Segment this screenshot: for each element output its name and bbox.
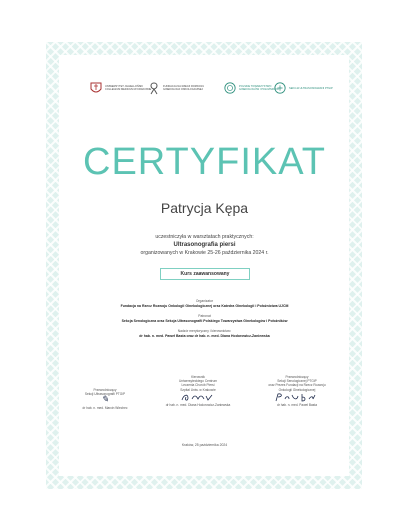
- signature-role-line: oraz Prezes Fundacji na Rzecz Rozwoju: [268, 383, 326, 388]
- ptgip-logo-text: POLSKIE TOWARZYSTWO GINEKOLOGÓW I POŁOŻNIKÓW: [239, 85, 279, 91]
- participation-line: uczestniczyła w warsztatach praktycznych:: [155, 234, 254, 240]
- foundation-logo: [148, 77, 211, 99]
- workshop-name: Ultrasonografia piersi: [173, 242, 236, 248]
- supervision-label: Nadzór merytoryczny i kierownictwo:: [177, 329, 232, 333]
- signature-role-line: Szpital Uniw. w Krakowie: [180, 387, 216, 392]
- participation-statement: [0, 233, 409, 257]
- patron-value: Sekcja Senologiczna oraz Sekcja Ultrasonografii Polskiego Towarzystwa Ginekologów i Położników: [121, 318, 288, 323]
- certificate-body: [59, 55, 349, 476]
- usg-section-logo-text: SEKCJA ULTRASONOGRAFII PTGIP: [289, 86, 333, 90]
- signature-role-line: Leczenia Chorób Piersi: [181, 383, 215, 388]
- participation-location: organizowanych w Krakowie 25-26 października 2024 r.: [140, 250, 269, 256]
- handwritten-signature: ✎: [101, 395, 109, 406]
- organizer-value: Fundacja na Rzecz Rozwoju Onkologii Ginekologicznej oraz Katedra Ginekologii i Położnictwa UJCM: [120, 303, 289, 308]
- signature-block-center-head: [150, 375, 246, 407]
- signatory-name: dr hab. n. med. Paweł Basta: [276, 403, 318, 408]
- place-and-date: Kraków, 25 października 2024: [181, 443, 228, 447]
- signature-role-line: Sekcji Ultrasonografii PTGiP: [84, 392, 126, 397]
- supervision-value: dr hab. n. med. Paweł Basta oraz dr hab. n. med. Diana Hodorowicz-Zaniewska: [139, 333, 270, 338]
- supervision-section: [0, 329, 409, 338]
- signature-role-line: Kierownik: [191, 375, 205, 379]
- signatory-name: dr hab. n. med. Marcin Wiechec: [82, 406, 128, 411]
- signature-role-line: Sekcji Senologicznej PTGiP: [277, 379, 317, 384]
- signature-role-line: Przewodniczący: [93, 388, 117, 392]
- organizer-label: Organizator: [195, 299, 214, 303]
- signature-role-line: Onkologii Ginekologicznej: [278, 387, 316, 392]
- organizer-section: [0, 299, 409, 308]
- university-crest-icon: [90, 81, 102, 95]
- handwritten-signature: [273, 392, 321, 402]
- patron-label: Patronat: [198, 314, 211, 318]
- handwritten-signature: [178, 392, 218, 402]
- signatory-name: dr hab. n. med. Diana Hodorowicz-Zaniewska: [165, 403, 231, 408]
- society-seal-icon: [274, 81, 286, 95]
- signature-role-line: Uniwersyteckiego Centrum: [178, 379, 218, 384]
- course-level-badge: Kurs zaawansowany: [160, 268, 250, 280]
- certificate-title: CERTYFIKAT: [83, 141, 326, 183]
- signature-block-chair-usg: [70, 388, 140, 411]
- patron-section: [0, 314, 409, 323]
- university-logo-text: UNIWERSYTET JAGIELLOŃSKI COLLEGIUM MEDICUM W KRAKOWIE: [105, 85, 152, 91]
- university-logo: [90, 77, 153, 99]
- logo-row: [0, 77, 409, 101]
- signature-role-line: Przewodniczący: [285, 375, 309, 379]
- foundation-logo-text: FUNDACJA NA RZECZ ROZWOJU GINEKOLOGII ONKOLOGICZNEJ: [163, 85, 205, 91]
- ribbon-icon: [148, 81, 160, 95]
- society-seal-icon: [224, 81, 236, 95]
- recipient-name: Patrycja Kępa: [160, 200, 249, 216]
- usg-section-logo: [274, 77, 337, 99]
- signature-block-chair-senology: [254, 375, 340, 407]
